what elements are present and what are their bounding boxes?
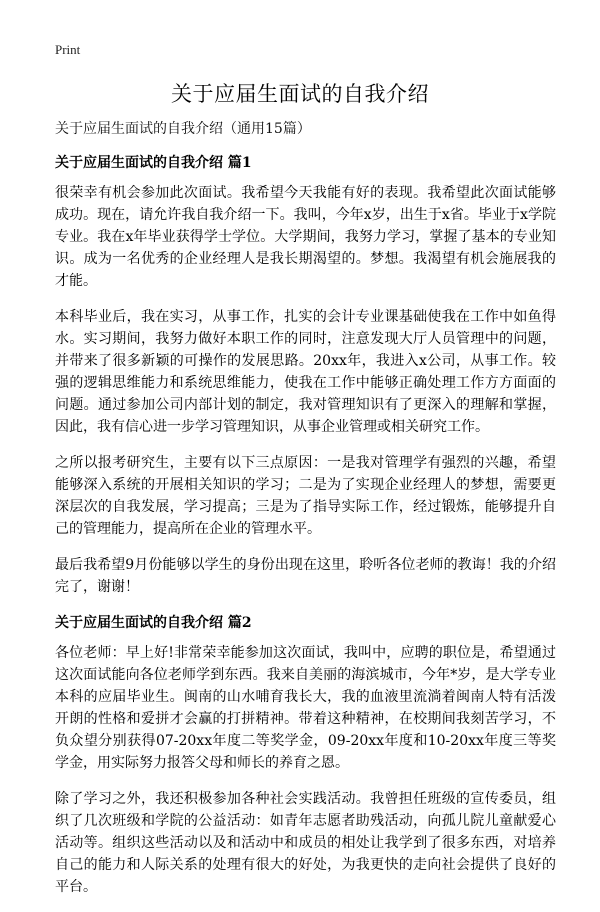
paragraph: 之所以报考研究生，主要有以下三点原因：一是我对管理学有强烈的兴趣，希望能够深入系统的开展相关知识的学习；二是为了实现企业经理人的梦想，需要更深层次的自我发展，学习提高；三是为了指导实际工作，经过锻炼，能够提升自己的管理能力，提高所在企业的管理水平。 [55,455,556,537]
section-heading: 关于应届生面试的自我介绍 篇2 [55,615,252,631]
paragraph: 本科毕业后，我在实习，从事工作，扎实的会计专业课基础使我在工作中如鱼得水。实习期间，我努力做好本职工作的同时，注意发现大厅人员管理中的问题，并带来了很多新颖的可操作的发展思路。20xx年，我进入x公司，从事工作。较强的逻辑思维能力和系统思维能力，使我在工作中能够正确处理工作方方面面的问题。通过参加公司内部计划的制定，我对管理知识有了更深入的理解和掌握，因此，我有信心进一步学习管理知识，从事企业管理或相关研究工作。 [55,309,556,435]
section-heading: 关于应届生面试的自我介绍 篇1 [55,155,252,171]
paragraph: 很荣幸有机会参加此次面试。我希望今天我能有好的表现。我希望此次面试能够成功。现在，请允许我自我介绍一下。我叫，今年x岁，出生于x省。毕业于x学院专业。我在x年毕业获得学士学位。大学期间，我努力学习，掌握了基本的专业知识。成为一名优秀的企业经理人是我长期渴望的。梦想。我渴望有机会施展我的才能。 [55,185,556,289]
paragraph: 各位老师：早上好!非常荣幸能参加这次面试，我叫中，应聘的职位是，希望通过这次面试能向各位老师学到东西。我来自美丽的海滨城市，今年*岁，是大学专业本科的应届毕业生。闽南的山水哺育我长大，我的血液里流淌着闽南人特有活泼开朗的性格和爱拼才会赢的打拼精神。带着这种精神，在校期间我刻苦学习，不负众望分别获得07-20xx年度二等奖学金，09-20xx年度和10-20xx年度三等奖学金，用实际努力报答父母和师长的养育之恩。 [55,645,556,771]
page-title: 关于应届生面试的自我介绍 [171,82,429,106]
section-1 [55,152,556,598]
paragraph: 除了学习之外，我还积极参加各种社会实践活动。我曾担任班级的宣传委员，组织了几次班级和学院的公益活动：如青年志愿者助残活动，向孤儿院儿童献爱心活动等。组织这些活动以及和活动中和成员的相处让我学到了很多东西，对培养自己的能力和人际关系的处理有很大的好处，为我更快的走向社会提供了良好的平台。 [55,791,556,895]
section-2 [55,612,556,898]
document-body [55,118,556,912]
print-link[interactable]: Print [55,42,81,57]
paragraph: 最后我希望9月份能够以学生的身份出现在这里，聆听各位老师的教诲！我的介绍完了，谢谢！ [55,557,556,595]
document-subtitle: 关于应届生面试的自我介绍（通用15篇） [55,121,311,137]
